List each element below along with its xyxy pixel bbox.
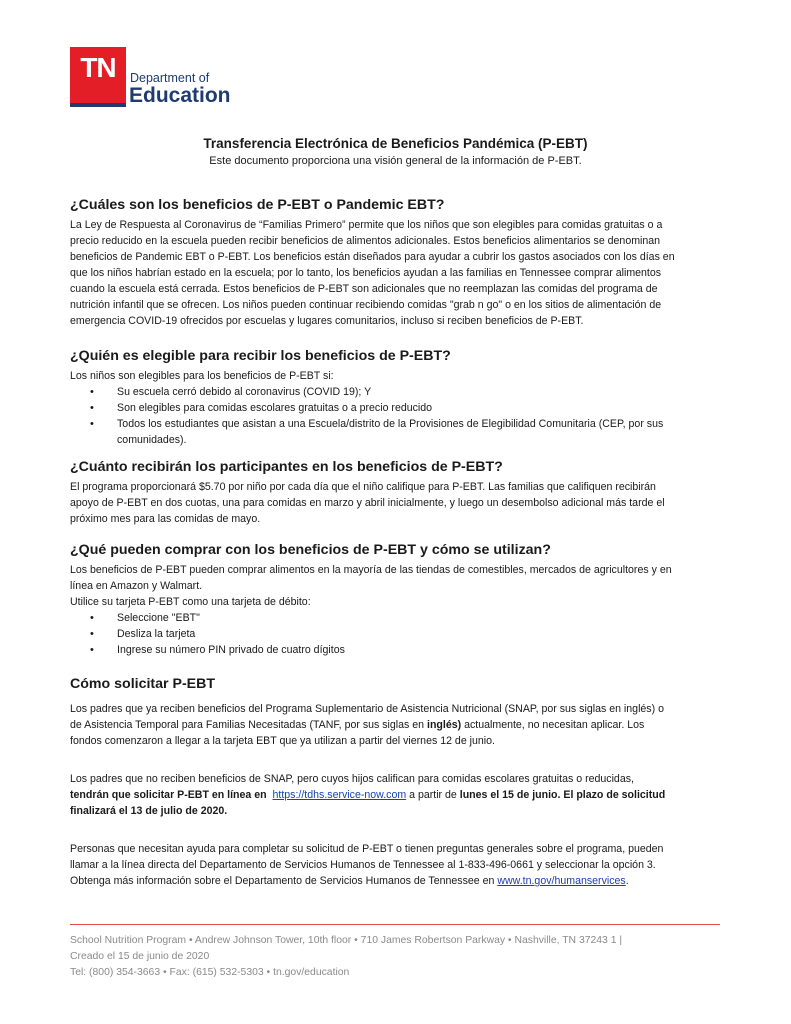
document-title: Transferencia Electrónica de Beneficios Pandémica (P-EBT) — [203, 136, 588, 151]
paragraph-line: emergencia COVID-19 ofrecidos por escuelas y lugares comunitarios, incluso si reciben beneficios de P-EBT. — [70, 315, 584, 327]
tdhs-link[interactable]: https://tdhs.service-now.com — [272, 789, 407, 801]
footer-divider — [70, 924, 720, 925]
paragraph-line: Los beneficios de P-EBT pueden comprar alimentos en la mayoría de las tiendas de comestibles, mercados de agricultores y en — [70, 564, 672, 576]
paragraph-line: Los niños son elegibles para los beneficios de P-EBT si: — [70, 370, 334, 382]
logo-mark: TN — [80, 52, 116, 83]
list-item: • Su escuela cerró debido al coronavirus (COVID 19); Y — [117, 384, 722, 400]
paragraph-line: nutrición infantil que se ofrecen. Los niños pueden continuar recibiendo comidas "grab n go" o en los sitios de alimentación de — [70, 299, 662, 311]
paragraph-line: La Ley de Respuesta al Coronavirus de “Familias Primero” permite que los niños que son elegibles para comidas gratuitas o a — [70, 219, 663, 231]
paragraph-line: Los padres que ya reciben beneficios del Programa Suplementario de Asistencia Nutricional (SNAP, por sus siglas en inglés) o — [70, 703, 664, 715]
section-eligibility — [70, 347, 722, 448]
list-item: • Ingrese su número PIN privado de cuatro dígitos — [117, 642, 722, 658]
text-run: a partir de — [406, 789, 460, 801]
bold-run: finalizará el 13 de julio de 2020. — [70, 805, 228, 817]
paragraph-line — [70, 717, 722, 733]
document-subtitle: Este documento proporciona una visión general de la información de P-EBT. — [209, 155, 582, 167]
section-purchases — [70, 541, 722, 658]
section-heading: ¿Qué pueden comprar con los beneficios de P-EBT y cómo se utilizan? — [70, 542, 551, 558]
section-amount — [70, 458, 722, 527]
eligibility-list — [70, 384, 722, 448]
section-heading: ¿Cuáles son los beneficios de P-EBT o Pandemic EBT? — [70, 197, 445, 213]
section-benefits — [70, 196, 722, 329]
paragraph-line: cuando la escuela está cerrada. Estos beneficios de P-EBT son adicionales que no reemplazan las comidas del programa de — [70, 283, 658, 295]
list-item-text: Todos los estudiantes que asistan a una Escuela/distrito de la Provisiones de Elegibilidad Comunitaria (CEP, por sus — [117, 418, 664, 430]
paragraph-line: precio reducido en la escuela pueden recibir beneficios de alimentos adicionales. Estos beneficios alimentarios se denominan — [70, 235, 661, 247]
paragraph-line: fondos comenzaron a llegar a la tarjeta EBT que ya utilizan a partir del viernes 12 de junio. — [70, 735, 495, 747]
footer-contact: Tel: (800) 354-3663 • Fax: (615) 532-5303 • tn.gov/education — [70, 967, 350, 978]
footer-created: Creado el 15 de junio de 2020 — [70, 951, 210, 962]
section-heading: ¿Quién es elegible para recibir los beneficios de P-EBT? — [70, 348, 451, 364]
paragraph-line — [70, 787, 722, 803]
humanservices-link[interactable]: www.tn.gov/humanservices — [497, 875, 626, 887]
list-item: • Desliza la tarjeta — [117, 626, 722, 642]
list-item: • Son elegibles para comidas escolares gratuitas o a precio reducido — [117, 400, 722, 416]
paragraph-line: beneficios de Pandemic EBT o P-EBT. Los beneficios están diseñados para ayudar a cubrir los gastos asociados con los días en — [70, 251, 675, 263]
paragraph-line: Utilice su tarjeta P-EBT como una tarjeta de débito: — [70, 596, 311, 608]
paragraph-line — [70, 803, 722, 819]
paragraph-line: próximo mes para las comidas de mayo. — [70, 513, 261, 525]
paragraph-line: apoyo de P-EBT en dos cuotas, una para comidas en marzo y abril inicialmente, y luego un desembolso adicional más tarde el — [70, 497, 665, 509]
text-run: actualmente, no necesitan aplicar. Los — [461, 719, 645, 731]
section-heading: ¿Cuánto recibirán los participantes en los beneficios de P-EBT? — [70, 459, 503, 475]
logo-navy-bar — [70, 103, 126, 107]
paragraph-line: El programa proporcionará $5.70 por niño por cada día que el niño califique para P-EBT. Las familias que califiquen recibirán — [70, 481, 656, 493]
list-item — [117, 416, 722, 448]
bold-run: inglés) — [427, 719, 462, 731]
bold-run: lunes el 15 de junio. El plazo de solicitud — [459, 789, 666, 801]
text-run: de Asistencia Temporal para Familias Necesitadas (TANF, por sus siglas en — [70, 719, 428, 731]
paragraph-line: línea en Amazon y Walmart. — [70, 580, 203, 592]
list-item: • Seleccione "EBT" — [117, 610, 722, 626]
section-how-to-apply — [70, 675, 722, 889]
text-run: . — [625, 875, 629, 887]
paragraph-line: llamar a la línea directa del Departamento de Servicios Humanos de Tennessee al 1-833-496-0661 y seleccionar la opción 3. — [70, 859, 656, 871]
tn-education-logo — [70, 47, 230, 109]
text-run: Obtenga más información sobre el Departamento de Servicios Humanos de Tennessee en — [70, 875, 495, 887]
paragraph-line: Personas que necesitan ayuda para completar su solicitud de P-EBT o tienen preguntas generales sobre el programa, pueden — [70, 843, 664, 855]
bold-run: tendrán que solicitar P-EBT en línea en — [70, 789, 267, 801]
logo-line2: Education — [129, 84, 231, 107]
footer — [70, 933, 730, 981]
usage-list — [70, 610, 722, 658]
paragraph-line: Los padres que no reciben beneficios de SNAP, pero cuyos hijos califican para comidas escolares gratuitas o reducidas, — [70, 773, 634, 785]
paragraph-line: que los niños habrían estado en la escuela; por lo tanto, los beneficios ayudan a las familias en Tennessee comprar alimentos — [70, 267, 662, 279]
logo-line1: Department of — [130, 71, 210, 85]
list-item-text-cont: comunidades). — [117, 434, 187, 446]
section-heading: Cómo solicitar P-EBT — [70, 676, 216, 692]
paragraph-line — [70, 873, 722, 889]
footer-address: School Nutrition Program • Andrew Johnson Tower, 10th floor • 710 James Robertson Parkway • Nashville, TN 37243 1 | — [70, 935, 623, 946]
